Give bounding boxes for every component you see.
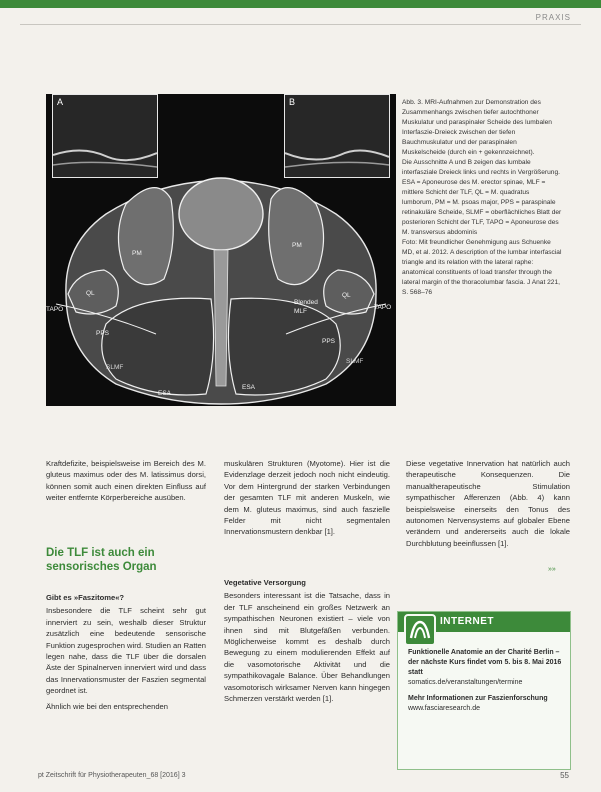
top-color-bar: [0, 0, 601, 8]
internet-item-2-link[interactable]: www.fasciaresearch.de: [408, 705, 480, 712]
inset-b-label: B: [289, 97, 296, 107]
page-number: 55: [560, 771, 569, 780]
caption-p3: ESA = Aponeurose des M. erector spinae, MLF = mittlere Schicht der TLF, QL = M. quadratus lumborum, PM = M. psoas major, PPS = paraspinale retinakuläre Scheide, SLMF = oberflächliches Blatt der posterioren Schicht der TLF, TAPO = Aponeurose des M. transversus abdominis: [402, 179, 562, 236]
label-tapo-left: TAPO: [46, 306, 64, 313]
column-3: [406, 458, 570, 553]
label-pps-left: PPS: [96, 330, 110, 337]
column-2-top: [224, 458, 390, 542]
header-rule: [20, 24, 581, 25]
caption-p4: Foto: Mit freundlicher Genehmigung aus Schuenke MD, et al. 2012. A description of the lumbar interfascial triangle and its relation with the lateral raphe: anatomical constituents of load transfer through the lateral margin of the thoracolumbar fascia. J Anat 221, S. 568–76: [402, 239, 562, 296]
inset-b-image: [285, 95, 389, 177]
label-esa-right: ESA: [242, 384, 256, 391]
section-heading: Die TLF ist auch ein sensorisches Organ: [46, 547, 157, 573]
internet-title: INTERNET: [440, 616, 494, 627]
running-head: PRAXIS: [535, 13, 571, 22]
label-ql-left: QL: [86, 290, 95, 297]
col3-paragraph: Diese vegetative Innervation hat natürlich auch therapeutische Konsequenzen. Die manualtherapeutische Stimulation sympathischer Afferenzen (Abb. 4) kann beispielsweise einerseits den Tonus des autonomen Nervensystems auf globaler Ebene verändern und andererseits auch die lokale Durchblutung beeinflussen [1].: [406, 459, 570, 548]
caption-p1: Abb. 3. MRI-Aufnahmen zur Demonstration des Zusammenhangs zwischen tiefer autochthoner Muskulatur und paraspinaler Scheide des lumbalen Interfaszie-Dreieck zwischen der tiefen Bauchmuskulatur und der paraspinalen Muskelscheide (durch ein + gekennzeichnet).: [402, 99, 552, 156]
label-ql-right: QL: [342, 292, 351, 299]
internet-item-1-link[interactable]: somatics.de/veranstaltungen/termine: [408, 679, 523, 686]
subheading-faszitome: Gibt es »Faszitome«?: [46, 593, 125, 602]
column-2-bottom: [224, 577, 390, 708]
internet-item-1-title: Funktionelle Anatomie an der Charité Berlin – der nächste Kurs findet vom 5. bis 8. Mai 2016 statt: [408, 649, 562, 676]
column-1-bottom: [46, 592, 206, 716]
mri-figure: [46, 94, 396, 406]
section-paragraph-1: Insbesondere die TLF scheint sehr gut innerviert zu sein, weshalb dieser Struktur zusätzlich eine bedeutende sensorische Funktion zugesprochen wird. Studien an Ratten legen nahe, dass die TLF über die dorsalen Äste der Spinalnerven innerviert wird und dass das Innervationsmuster der Faszien segmental geordnet ist.: [46, 606, 206, 696]
internet-logo-icon: [404, 614, 436, 646]
inset-b: [284, 94, 390, 178]
label-blended-mlf: Blended MLF: [294, 299, 318, 315]
col2-paragraph-1: muskulären Strukturen (Myotome). Hier ist die Evidenzlage derzeit jedoch noch nicht eindeutig. Vor dem Hintergrund der starken Verbindungen der gesamten TLF mit anderen Muskeln, wie dem M. gluteus maximus, sind auch faszielle Felder mit nicht segmentalen Innervationsmustern denkbar [1].: [224, 459, 390, 537]
caption-p2: Die Ausschnitte A und B zeigen das lumbale interfasziale Dreieck links und rechts in Vergrößerung.: [402, 159, 560, 176]
column-1-top: [46, 458, 206, 508]
continuation-mark: »»: [548, 566, 556, 573]
label-esa-left: ESA: [158, 390, 172, 397]
inset-a: [52, 94, 158, 178]
subheading-vegetative: Vegetative Versorgung: [224, 578, 306, 587]
label-pps-right: PPS: [322, 338, 336, 345]
label-slmf-left: SLMF: [106, 364, 124, 371]
inset-a-label: A: [57, 97, 64, 107]
inset-a-image: [53, 95, 157, 177]
col1-paragraph: Kraftdefizite, beispielsweise im Bereich des M. gluteus maximus oder des M. latissimus dorsi, können somit auch einen direkten Einfluss auf weiter entfernte Körperbereiche ausüben.: [46, 459, 206, 503]
internet-body: [408, 648, 564, 720]
label-pm-right: PM: [292, 242, 302, 249]
internet-box: [397, 611, 571, 770]
figure-caption: [402, 98, 562, 298]
label-pm-left: PM: [132, 250, 142, 257]
label-tapo-right: TAPO: [374, 304, 392, 311]
internet-item-2-title: Mehr Informationen zur Faszienforschung: [408, 695, 548, 702]
section-paragraph-2: Ähnlich wie bei den entsprechenden: [46, 701, 169, 711]
footer-text: pt Zeitschrift für Physiotherapeuten_68 [2016] 3: [38, 772, 186, 779]
label-slmf-right: SLMF: [346, 358, 364, 365]
col2-paragraph-2: Besonders interessant ist die Tatsache, dass in der TLF anscheinend ein großes Netzwerk an sympathischen Neuronen existiert – viele von ihnen sind mit Blutgefäßen verbunden. Möglicherweise kommt es deshalb durch Bewegung zu einem modulierenden Effekt auf die vasomotorische Aktivität und die sympathikovagale Balance. Über Behandlungen vasomotorisch wirksamer Nerven kann hingegen Schmerzen verstärkt werden [1].: [224, 591, 390, 704]
